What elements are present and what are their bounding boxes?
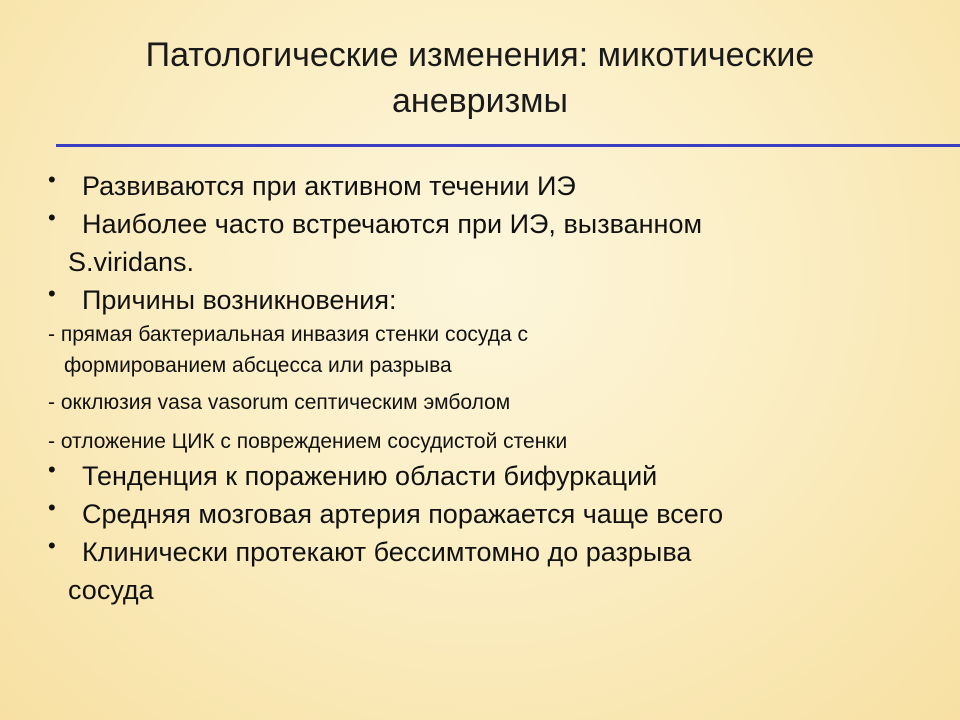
sub-item — [48, 387, 928, 418]
bullet-item — [48, 495, 928, 533]
bullet-text: Наиболее часто встречаются при ИЭ, вызванном — [82, 209, 703, 239]
bullet-dot: • — [48, 533, 56, 558]
title-divider — [56, 144, 960, 147]
slide-body — [48, 167, 928, 609]
sub-item-text: - отложение ЦИК с повреждением сосудистой стенки — [48, 430, 568, 453]
sub-item — [48, 319, 928, 381]
bullet-dot: • — [48, 167, 56, 192]
sub-item — [48, 426, 928, 457]
slide-title-line-2: аневризмы — [392, 82, 568, 120]
bullet-text-continued: сосуда — [68, 575, 154, 605]
bullet-item — [48, 167, 928, 205]
bullet-text: Клинически протекают бессимтомно до разрыва — [82, 537, 692, 567]
bullet-dot: • — [48, 495, 56, 520]
bullet-item — [48, 457, 928, 495]
bullet-dot: • — [48, 457, 56, 482]
bullet-dot: • — [48, 205, 56, 230]
sub-item-text: - прямая бактериальная инвазия стенки сосуда с — [48, 323, 528, 346]
sub-item-text: - окклюзия vasa vasorum септическим эмболом — [48, 391, 511, 414]
bullet-dot: • — [48, 281, 56, 306]
slide-title-line-1: Патологические изменения: микотические — [145, 36, 815, 74]
bullet-text-continued: S.viridans. — [68, 247, 195, 277]
bullet-item — [48, 281, 928, 319]
bullet-item — [48, 533, 928, 609]
bullet-text: Причины возникновения: — [82, 285, 397, 315]
sub-item-text-continued: формированием абсцесса или разрыва — [64, 354, 452, 377]
bullet-text: Средняя мозговая артерия поражается чаще всего — [82, 499, 724, 529]
bullet-text: Развиваются при активном течении ИЭ — [82, 171, 576, 201]
slide-title — [60, 32, 900, 124]
bullet-text: Тенденция к поражению области бифуркаций — [82, 461, 658, 491]
bullet-item — [48, 205, 928, 281]
